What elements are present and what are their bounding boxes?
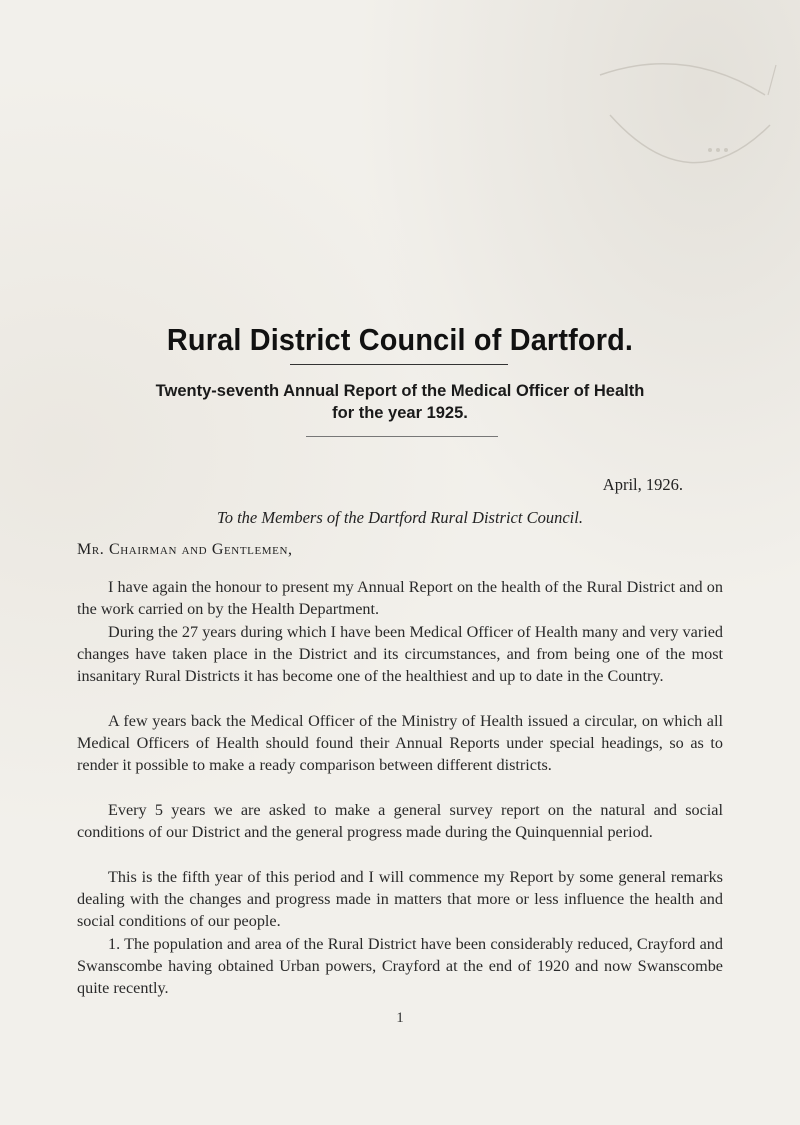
subtitle-line-2: for the year 1925. <box>332 404 468 422</box>
paragraph-5: This is the fifth year of this period and I will commence my Report by some general remarks dealing with the changes and progress made in matters that more or less influence the health and social conditions of our people. <box>77 868 723 930</box>
paragraph-3: A few years back the Medical Officer of the Ministry of Health issued a circular, on which all Medical Officers of Health should found their Annual Reports under special headings, so as to render it possible to make a ready comparison between different districts. <box>77 712 723 774</box>
page-number: 1 <box>396 1010 404 1026</box>
library-stamp-mark <box>590 55 780 195</box>
council-title: Rural District Council of Dartford. <box>166 322 634 357</box>
paragraph-2: During the 27 years during which I have been Medical Officer of Health many and very varied changes have taken place in the District and its circumstances, and from being one of the most insanitary Rural Districts it has become one of the healthiest and up to date in the Country. <box>77 623 723 685</box>
title-divider <box>290 364 508 365</box>
paragraph-1: I have again the honour to present my Annual Report on the health of the Rural District and on the work carried on by the Health Department. <box>77 578 723 618</box>
paragraph-6: 1. The population and area of the Rural District have been considerably reduced, Crayford and Swanscombe having obtained Urban powers, Crayford at the end of 1920 and now Swanscombe quite recently. <box>77 935 723 997</box>
report-subtitle <box>0 380 800 424</box>
paragraph-4: Every 5 years we are asked to make a general survey report on the natural and social conditions of our District and the general progress made during the Quinquennial period. <box>77 801 723 841</box>
salutation: Mr. Chairman and Gentlemen, <box>77 541 293 558</box>
subtitle-line-1: Twenty-seventh Annual Report of the Medical Officer of Health <box>155 382 645 400</box>
subtitle-divider <box>306 436 498 437</box>
report-date: April, 1926. <box>602 475 683 494</box>
addressees: To the Members of the Dartford Rural District Council. <box>217 508 583 527</box>
